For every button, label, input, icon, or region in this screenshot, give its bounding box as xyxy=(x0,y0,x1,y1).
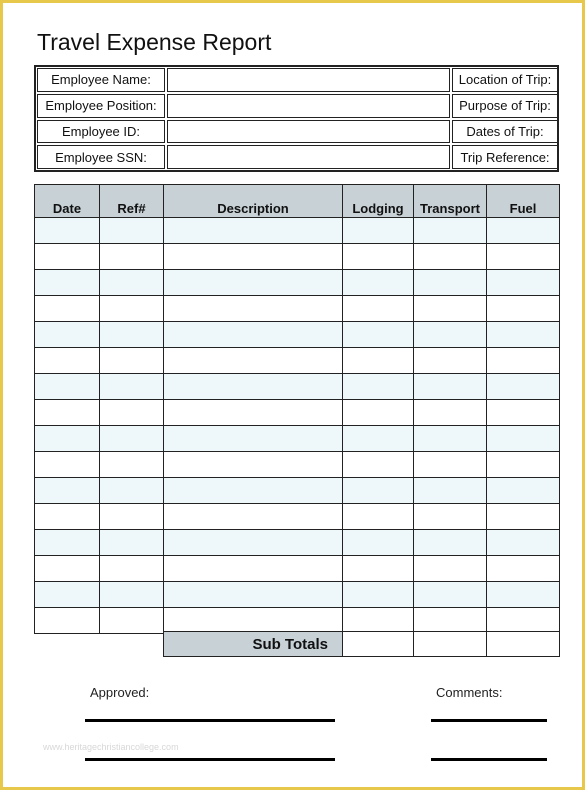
cell-ref[interactable] xyxy=(100,348,164,374)
cell-transport[interactable] xyxy=(414,270,487,296)
table-row xyxy=(35,244,560,270)
cell-description[interactable] xyxy=(164,478,343,504)
cell-fuel[interactable] xyxy=(487,218,560,244)
cell-lodging[interactable] xyxy=(343,296,414,322)
cell-date[interactable] xyxy=(35,348,100,374)
cell-date[interactable] xyxy=(35,374,100,400)
cell-fuel[interactable] xyxy=(487,530,560,556)
cell-fuel[interactable] xyxy=(487,478,560,504)
cell-ref[interactable] xyxy=(100,218,164,244)
cell-date[interactable] xyxy=(35,270,100,296)
cell-date[interactable] xyxy=(35,452,100,478)
cell-date[interactable] xyxy=(35,530,100,556)
cell-date[interactable] xyxy=(35,400,100,426)
cell-date[interactable] xyxy=(35,504,100,530)
cell-transport[interactable] xyxy=(414,322,487,348)
cell-transport[interactable] xyxy=(414,504,487,530)
cell-lodging[interactable] xyxy=(343,582,414,608)
cell-fuel[interactable] xyxy=(487,374,560,400)
employee-info-block xyxy=(34,65,559,172)
cell-transport[interactable] xyxy=(414,400,487,426)
table-row xyxy=(35,374,560,400)
cell-ref[interactable] xyxy=(100,530,164,556)
employee-ssn-label: Employee SSN: xyxy=(37,145,165,169)
cell-fuel[interactable] xyxy=(487,556,560,582)
subtotal-fuel-cell[interactable] xyxy=(487,632,560,657)
cell-transport[interactable] xyxy=(414,452,487,478)
expense-table-header-row xyxy=(35,185,560,218)
cell-transport[interactable] xyxy=(414,530,487,556)
cell-fuel[interactable] xyxy=(487,452,560,478)
table-row xyxy=(35,218,560,244)
cell-ref[interactable] xyxy=(100,504,164,530)
table-row xyxy=(35,504,560,530)
table-row xyxy=(35,270,560,296)
employee-ssn-field[interactable] xyxy=(167,145,450,169)
cell-date[interactable] xyxy=(35,556,100,582)
employee-name-label: Employee Name: xyxy=(37,68,165,92)
cell-fuel[interactable] xyxy=(487,348,560,374)
cell-lodging[interactable] xyxy=(343,400,414,426)
cell-ref[interactable] xyxy=(100,426,164,452)
cell-fuel[interactable] xyxy=(487,322,560,348)
cell-date[interactable] xyxy=(35,244,100,270)
cell-description[interactable] xyxy=(164,296,343,322)
cell-lodging[interactable] xyxy=(343,426,414,452)
cell-fuel[interactable] xyxy=(487,244,560,270)
table-row xyxy=(35,348,560,374)
table-row xyxy=(35,582,560,608)
cell-date[interactable] xyxy=(35,218,100,244)
trip-reference-label: Trip Reference: xyxy=(452,145,558,169)
employee-id-label: Employee ID: xyxy=(37,120,165,144)
cell-ref[interactable] xyxy=(100,400,164,426)
cell-description[interactable] xyxy=(164,426,343,452)
cell-fuel[interactable] xyxy=(487,270,560,296)
header-date: Date xyxy=(35,185,100,218)
dates-of-trip-label: Dates of Trip: xyxy=(452,120,558,144)
cell-description[interactable] xyxy=(164,452,343,478)
cell-fuel[interactable] xyxy=(487,608,560,634)
table-row xyxy=(35,452,560,478)
cell-ref[interactable] xyxy=(100,244,164,270)
cell-fuel[interactable] xyxy=(487,296,560,322)
table-row xyxy=(35,400,560,426)
cell-lodging[interactable] xyxy=(343,608,414,634)
cell-description[interactable] xyxy=(164,374,343,400)
expense-table xyxy=(34,184,560,634)
comments-line-1[interactable] xyxy=(431,719,547,722)
cell-transport[interactable] xyxy=(414,218,487,244)
cell-ref[interactable] xyxy=(100,452,164,478)
cell-description[interactable] xyxy=(164,504,343,530)
cell-lodging[interactable] xyxy=(343,218,414,244)
cell-lodging[interactable] xyxy=(343,504,414,530)
cell-transport[interactable] xyxy=(414,608,487,634)
cell-lodging[interactable] xyxy=(343,556,414,582)
cell-transport[interactable] xyxy=(414,348,487,374)
cell-ref[interactable] xyxy=(100,322,164,348)
table-row xyxy=(35,608,560,634)
table-row xyxy=(35,322,560,348)
cell-description[interactable] xyxy=(164,244,343,270)
cell-date[interactable] xyxy=(35,478,100,504)
cell-transport[interactable] xyxy=(414,244,487,270)
cell-date[interactable] xyxy=(35,608,100,634)
cell-fuel[interactable] xyxy=(487,400,560,426)
comments-line-2[interactable] xyxy=(431,758,547,761)
subtotal-transport-cell[interactable] xyxy=(414,632,487,657)
purpose-of-trip-label: Purpose of Trip: xyxy=(452,94,558,118)
cell-ref[interactable] xyxy=(100,608,164,634)
cell-lodging[interactable] xyxy=(343,478,414,504)
cell-lodging[interactable] xyxy=(343,322,414,348)
cell-description[interactable] xyxy=(164,608,343,634)
cell-lodging[interactable] xyxy=(343,348,414,374)
table-row xyxy=(35,426,560,452)
header-description: Description xyxy=(164,185,343,218)
cell-ref[interactable] xyxy=(100,270,164,296)
cell-lodging[interactable] xyxy=(343,530,414,556)
cell-lodging[interactable] xyxy=(343,452,414,478)
approved-signature-line-1[interactable] xyxy=(85,719,335,722)
header-fuel: Fuel xyxy=(487,185,560,218)
cell-description[interactable] xyxy=(164,400,343,426)
table-row xyxy=(35,556,560,582)
cell-fuel[interactable] xyxy=(487,426,560,452)
cell-fuel[interactable] xyxy=(487,504,560,530)
cell-ref[interactable] xyxy=(100,478,164,504)
cell-transport[interactable] xyxy=(414,374,487,400)
cell-description[interactable] xyxy=(164,270,343,296)
cell-lodging[interactable] xyxy=(343,244,414,270)
cell-date[interactable] xyxy=(35,582,100,608)
employee-name-field[interactable] xyxy=(167,68,450,92)
employee-position-field[interactable] xyxy=(167,94,450,118)
cell-fuel[interactable] xyxy=(487,582,560,608)
location-of-trip-label: Location of Trip: xyxy=(452,68,558,92)
table-row xyxy=(35,478,560,504)
approved-label: Approved: xyxy=(90,685,150,700)
page-title: Travel Expense Report xyxy=(37,29,272,55)
cell-transport[interactable] xyxy=(414,296,487,322)
employee-position-label: Employee Position: xyxy=(37,94,165,118)
header-transport: Transport xyxy=(414,185,487,218)
cell-transport[interactable] xyxy=(414,426,487,452)
subtotals-row xyxy=(163,631,560,657)
cell-ref[interactable] xyxy=(100,374,164,400)
cell-ref[interactable] xyxy=(100,582,164,608)
cell-description[interactable] xyxy=(164,582,343,608)
employee-id-field[interactable] xyxy=(167,120,450,144)
cell-date[interactable] xyxy=(35,426,100,452)
cell-ref[interactable] xyxy=(100,296,164,322)
cell-description[interactable] xyxy=(164,348,343,374)
subtotals-label: Sub Totals xyxy=(164,632,343,657)
cell-transport[interactable] xyxy=(414,582,487,608)
expense-table-body xyxy=(35,218,560,634)
cell-ref[interactable] xyxy=(100,556,164,582)
cell-description[interactable] xyxy=(164,322,343,348)
comments-label: Comments: xyxy=(436,685,503,700)
subtotal-lodging-cell[interactable] xyxy=(343,632,414,657)
cell-lodging[interactable] xyxy=(343,270,414,296)
cell-description[interactable] xyxy=(164,218,343,244)
approved-signature-line-2[interactable] xyxy=(85,758,335,761)
table-row xyxy=(35,296,560,322)
watermark-text: www.heritagechristiancollege.com xyxy=(43,742,179,752)
cell-lodging[interactable] xyxy=(343,374,414,400)
cell-transport[interactable] xyxy=(414,556,487,582)
table-row xyxy=(35,530,560,556)
header-lodging: Lodging xyxy=(343,185,414,218)
cell-description[interactable] xyxy=(164,556,343,582)
cell-date[interactable] xyxy=(35,296,100,322)
cell-transport[interactable] xyxy=(414,478,487,504)
header-ref: Ref# xyxy=(100,185,164,218)
cell-description[interactable] xyxy=(164,530,343,556)
cell-date[interactable] xyxy=(35,322,100,348)
